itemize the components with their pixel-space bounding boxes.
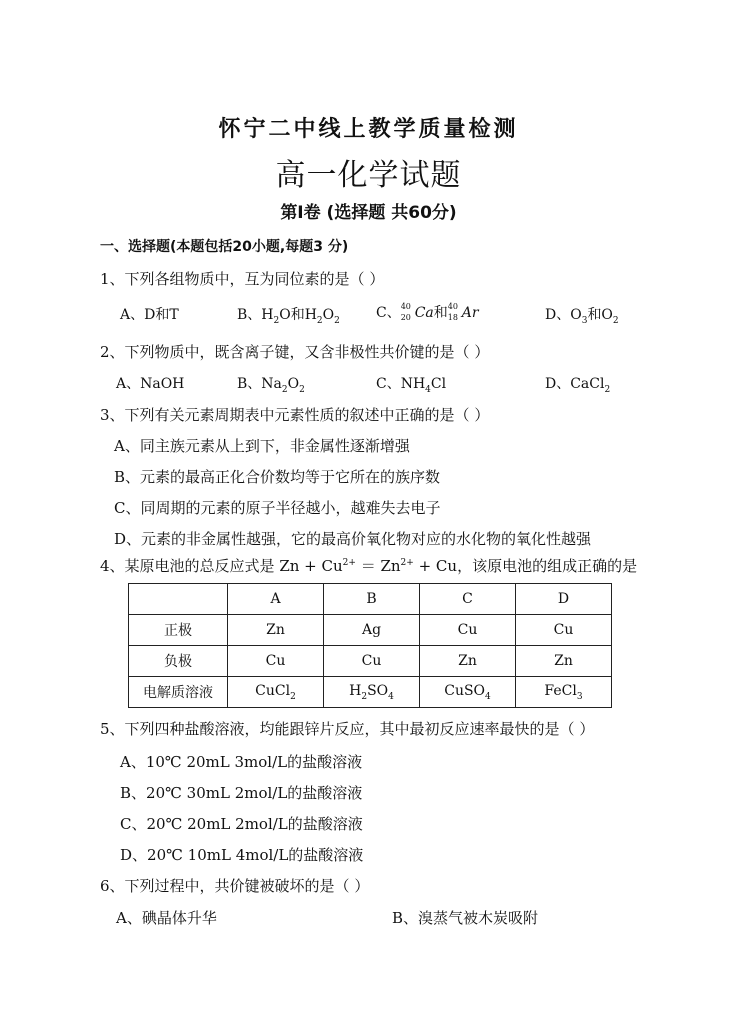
table-row xyxy=(129,646,612,677)
question-6-stem: 6、下列过程中，共价键被破坏的是（ ） xyxy=(100,877,370,895)
table-row xyxy=(129,677,612,708)
table-header-cell: C xyxy=(420,584,516,615)
question-3-option-a: A、同主族元素从上到下，非金属性逐渐增强 xyxy=(114,437,410,455)
table-cell: CuCl$_2$ xyxy=(228,677,324,708)
table-cell: Cu xyxy=(324,646,420,677)
question-4-stem: 4、某原电池的总反应式是 $Zn + Cu^{2+} = Zn^{2+} + Cu$，该原电池的组成正确的是 xyxy=(100,557,638,575)
question-5-option-c: C、20℃ 20mL 2mol/L的盐酸溶液 xyxy=(120,815,363,833)
table-cell: Ag xyxy=(324,615,420,646)
question-2-option-b: B、$Na_2O_2$ xyxy=(237,376,305,395)
table-cell: Zn xyxy=(228,615,324,646)
question-1-option-a: A、D和T xyxy=(120,307,179,323)
question-3-option-b: B、元素的最高正化合价数均等于它所在的族序数 xyxy=(114,468,441,486)
question-5-option-b: B、20℃ 30mL 2mol/L的盐酸溶液 xyxy=(120,784,363,802)
question-3-option-d: D、元素的非金属性越强，它的最高价氧化物对应的水化物的氧化性越强 xyxy=(114,530,592,548)
table-header-cell xyxy=(129,584,228,615)
table-cell: CuSO$_4$ xyxy=(420,677,516,708)
table-cell: Zn xyxy=(420,646,516,677)
table-header-row xyxy=(129,584,612,615)
question-3-stem: 3、下列有关元素周期表中元素性质的叙述中正确的是（ ） xyxy=(100,406,490,424)
question-6-option-b: B、溴蒸气被木炭吸附 xyxy=(392,909,539,927)
section-heading: 一、选择题(本题包括20小题,每题3 分) xyxy=(100,239,349,255)
table-cell: Cu xyxy=(228,646,324,677)
exam-title: 高一化学试题 xyxy=(275,158,462,193)
table-header-cell: B xyxy=(324,584,420,615)
question-1-option-c: C、 40 20 Ca和 40 18 Ar xyxy=(376,302,479,322)
question-1-option-d: D、$O_3$和$O_2$ xyxy=(545,307,619,326)
row-label: 负极 xyxy=(129,646,228,677)
question-2-option-c: C、$NH_4Cl$ xyxy=(376,376,447,395)
table-header-cell: A xyxy=(228,584,324,615)
row-label: 正极 xyxy=(129,615,228,646)
school-title: 怀宁二中线上教学质量检测 xyxy=(218,116,519,142)
question-5-stem: 5、下列四种盐酸溶液，均能跟锌片反应，其中最初反应速率最快的是（ ） xyxy=(100,720,595,738)
table-header-cell: D xyxy=(516,584,612,615)
table-row xyxy=(129,615,612,646)
table-cell: Zn xyxy=(516,646,612,677)
question-2-stem: 2、下列物质中，既含离子键，又含非极性共价键的是（ ） xyxy=(100,343,490,361)
question-6-option-a: A、碘晶体升华 xyxy=(116,909,217,927)
table-cell: Cu xyxy=(516,615,612,646)
table-cell: FeCl$_3$ xyxy=(516,677,612,708)
battery-options-table xyxy=(128,583,612,708)
table-cell: $H_2SO_4$ xyxy=(324,677,420,708)
table-cell: Cu xyxy=(420,615,516,646)
question-5-option-d: D、20℃ 10mL 4mol/L的盐酸溶液 xyxy=(120,846,364,864)
question-3-option-c: C、同周期的元素的原子半径越小，越难失去电子 xyxy=(114,499,441,517)
part-title: 第Ⅰ卷 (选择题 共60分) xyxy=(280,203,457,223)
question-2-option-d: D、CaCl$_2$ xyxy=(545,376,611,395)
question-1-stem: 1、下列各组物质中，互为同位素的是（ ） xyxy=(100,270,385,288)
question-1-option-b: B、$H_2O$和$H_2O_2$ xyxy=(237,307,340,326)
question-5-option-a: A、10℃ 20mL 3mol/L的盐酸溶液 xyxy=(120,753,363,771)
question-2-option-a: A、NaOH xyxy=(116,376,185,392)
row-label: 电解质溶液 xyxy=(129,677,228,708)
